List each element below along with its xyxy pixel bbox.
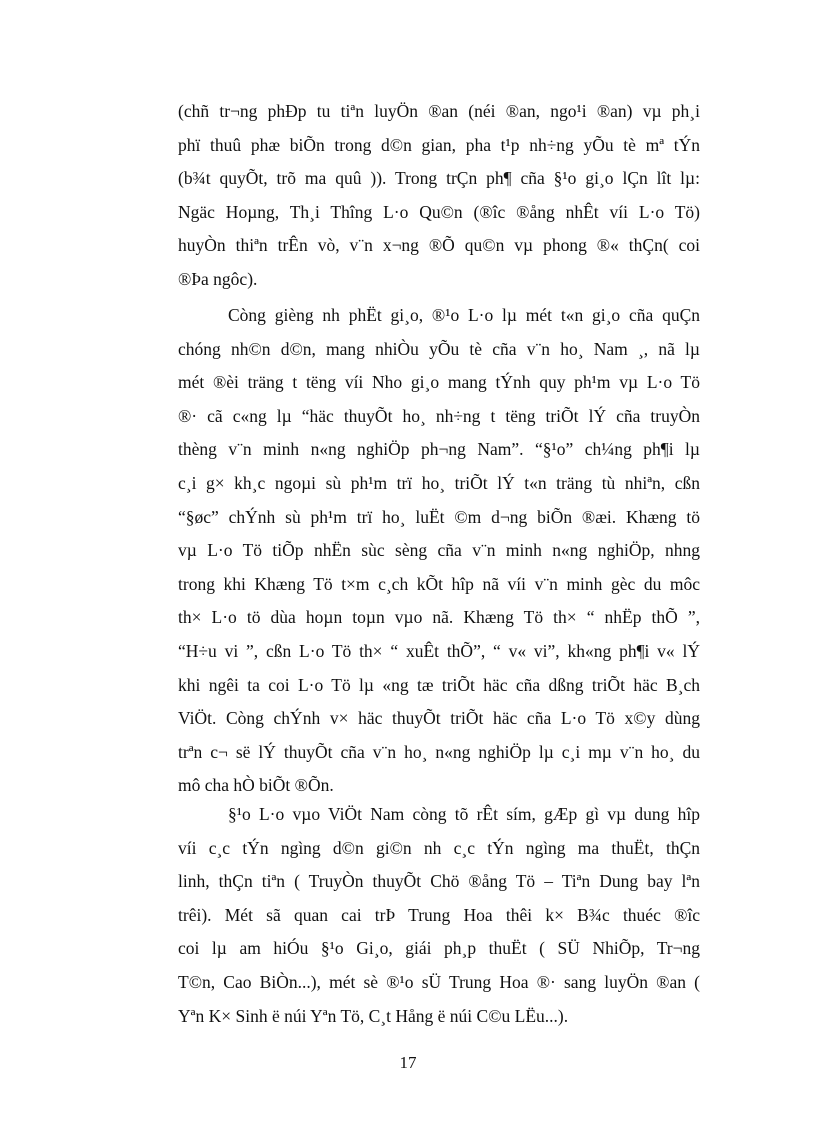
text-line: ViÖt. Còng chÝnh v× häc thuyÕt triÕt häc cña L·o Tö x©y dùng — [178, 708, 700, 729]
page-number: 17 — [399, 1053, 417, 1072]
paragraph-2 — [178, 299, 700, 803]
text-line: “§øc” chÝnh sù ph¹m trï ho¸ luËt ©m d¬ng biÕn ®æi. Khæng tö — [178, 506, 700, 527]
text-line: chóng nh©n d©n, mang nhiÒu yÕu tè cña v¨n ho¸ Nam ¸, nã lµ — [178, 338, 700, 359]
text-line: Ngäc Hoµng, Th¸i Thîng L·o Qu©n (®îc ®ång nhÊt víi L·o Tö) — [178, 201, 700, 222]
text-line: phï thuû phæ biÕn trong d©n gian, pha t¹p nh÷ng yÕu tè mª tÝn — [178, 134, 700, 155]
text-line: (chñ tr¬ng phÐp tu tiªn luyÖn ®an (néi ®an, ngo¹i ®an) vµ ph¸i — [178, 101, 700, 121]
text-line: T©n, Cao BiÒn...), mét sè ®¹o sÜ Trung Hoa ®· sang luyÖn ®an ( — [178, 971, 700, 992]
text-line: thèng v¨n minh n«ng nghiÖp ph¬ng Nam”. “§¹o” ch¼ng ph¶i lµ — [178, 439, 700, 460]
text-line: khi ngêi ta coi L·o Tö lµ «ng tæ triÕt häc cña dßng triÕt häc B¸ch — [178, 674, 700, 695]
text-line: Còng gièng nh phËt gi¸o, ®¹o L·o lµ mét t«n gi¸o cña quÇn — [228, 305, 700, 325]
text-line: Yªn K× Sinh ë núi Yªn Tö, C¸t Hång ë núi C©u LËu...). — [178, 1005, 569, 1026]
text-line: mô cha hÒ biÕt ®Õn. — [178, 775, 334, 796]
text-line: (b¾t quyÕt, trõ ma quû )). Trong trÇn ph¶ cña §¹o gi¸o lÇn lît lµ: — [178, 168, 700, 189]
text-line: trong khi Khæng Tö t×m c¸ch kÕt hîp nã víi v¨n minh gèc du môc — [178, 573, 700, 594]
text-line: “H÷u vi ”, cßn L·o Tö th× “ xuÊt thÕ”, “ v« vi”, kh«ng ph¶i v« lÝ — [178, 640, 700, 661]
text-line: ®Þa ngôc). — [178, 268, 258, 289]
text-line: c¸i g× kh¸c ngoµi sù ph¹m trï ho¸ triÕt lÝ t«n träng tù nhiªn, cßn — [178, 472, 700, 493]
text-line: víi c¸c tÝn ngìng d©n gi©n nh c¸c tÝn ngìng ma thuËt, thÇn — [178, 837, 700, 858]
text-line: huyÒn thiªn trÊn vò, v¨n x¬ng ®Õ qu©n vµ phong ®« thÇn( coi — [178, 235, 700, 256]
paragraph-1 — [178, 95, 700, 297]
text-line: trªn c¬ së lÝ thuyÕt cña v¨n ho¸ n«ng nghiÖp lµ c¸i mµ v¨n ho¸ du — [178, 741, 700, 762]
text-line: §¹o L·o vµo ViÖt Nam còng tõ rÊt sím, gÆp gì vµ dung hîp — [228, 804, 700, 824]
text-line: trêi). Mét sã quan cai trÞ Trung Hoa thêi k× B¾c thuéc ®îc — [178, 904, 700, 925]
text-line: th× L·o tö dùa hoµn toµn vµo nã. Khæng Tö th× “ nhËp thÕ ”, — [178, 607, 700, 628]
text-line: mét ®èi träng t tëng víi Nho gi¸o mang tÝnh quy ph¹m vµ L·o Tö — [178, 372, 700, 393]
text-line: vµ L·o Tö tiÕp nhËn sùc sèng cña v¨n minh n«ng nghiÖp, nhng — [178, 540, 700, 561]
text-line: ®· cã c«ng lµ “häc thuyÕt ho¸ nh÷ng t tëng triÕt lÝ cña truyÒn — [178, 405, 700, 426]
text-line: coi lµ am hiÓu §¹o Gi¸o, giái ph¸p thuËt ( SÜ NhiÕp, Tr¬ng — [178, 938, 700, 959]
text-line: linh, thÇn tiªn ( TruyÒn thuyÕt Chö ®ång Tö – Tiªn Dung bay lªn — [178, 871, 700, 892]
paragraph-3 — [178, 798, 700, 1033]
